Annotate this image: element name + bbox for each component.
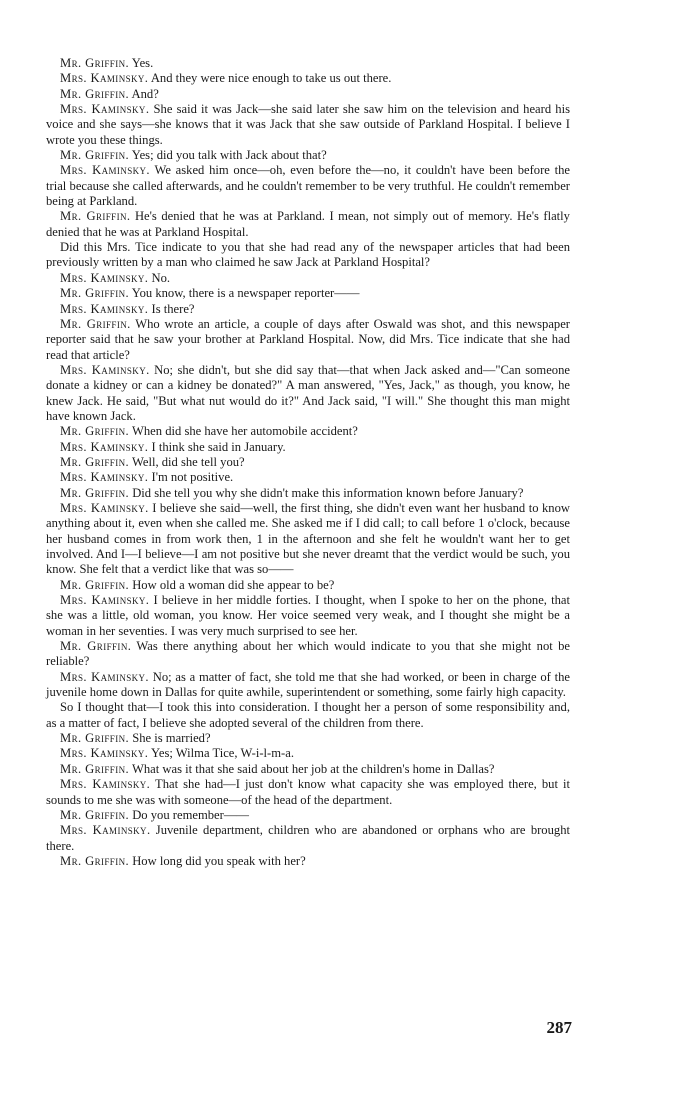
speaker-name: Mr. Griffin.	[60, 761, 130, 776]
paragraph	[46, 639, 570, 670]
paragraph	[46, 700, 570, 731]
paragraph-text: Yes.	[129, 56, 154, 70]
speaker-name: Mr. Griffin.	[60, 316, 131, 331]
paragraph	[46, 808, 570, 823]
speaker-name: Mr. Griffin.	[60, 485, 130, 500]
paragraph	[46, 209, 570, 240]
paragraph-text: She is married?	[129, 731, 211, 746]
paragraph	[46, 56, 570, 71]
speaker-name: Mr. Griffin.	[60, 86, 130, 101]
paragraph-text: Did she tell you why she didn't make this information known before January?	[129, 485, 524, 500]
paragraph	[46, 148, 570, 163]
paragraph	[46, 854, 570, 869]
paragraph	[46, 762, 570, 777]
paragraph	[46, 486, 570, 501]
paragraph-text: He's denied that he was at Parkland. I mean, not simply out of memory. He's flatly denied that he was at Parkland Hospital.	[46, 209, 570, 239]
speaker-name: Mrs. Kaminsky.	[60, 593, 150, 608]
paragraph-text: Is there?	[148, 301, 195, 316]
speaker-name: Mrs. Kaminsky.	[60, 163, 150, 178]
paragraph-text: I believe in her middle forties. I thought, when I spoke to her on the phone, that she was a little, old woman, you know. Her voice seemed very weak, and I thought she might be a woman in her seventies. I was very much surprised to see her.	[46, 593, 570, 638]
speaker-name: Mrs. Kaminsky.	[60, 301, 149, 316]
speaker-name: Mrs. Kaminsky.	[60, 746, 149, 761]
paragraph-text: So I thought that—I took this into consideration. I thought her a person of some responsibility and, as a matter of fact, I believe she adopted several of the children from there.	[46, 700, 570, 730]
paragraph-text: That she had—I just don't know what capacity she was employed there, but it sounds to me she was with someone—of the head of the department.	[46, 777, 570, 807]
speaker-name: Mr. Griffin.	[60, 56, 130, 70]
paragraph	[46, 240, 570, 271]
speaker-name: Mr. Griffin.	[60, 577, 130, 592]
speaker-name: Mr. Griffin.	[60, 731, 130, 746]
speaker-name: Mrs. Kaminsky.	[60, 270, 149, 285]
speaker-name: Mr. Griffin.	[60, 639, 132, 654]
speaker-name: Mr. Griffin.	[60, 209, 131, 224]
paragraph-text: You know, there is a newspaper reporter——	[129, 286, 360, 301]
paragraph-text: No.	[148, 270, 171, 285]
paragraph-text: Yes; Wilma Tice, W-i-l-m-a.	[148, 746, 294, 761]
speaker-name: Mrs. Kaminsky.	[60, 470, 149, 485]
paragraph-text: Juvenile department, children who are abandoned or orphans who are brought there.	[46, 823, 570, 853]
paragraph	[46, 746, 570, 761]
paragraph	[46, 363, 570, 424]
speaker-name: Mrs. Kaminsky.	[60, 439, 149, 454]
paragraph-text: No; she didn't, but she did say that—that when Jack asked and—"Can someone donate a kidney or can a kidney be donated?" A man answered, "Yes, Jack," as though, you know, he knew Jack. He said, "But what nut would do it?" And Jack said, "I will." She thought this man might have known Jack.	[46, 362, 570, 423]
speaker-name: Mr. Griffin.	[60, 454, 130, 469]
paragraph	[46, 317, 570, 363]
speaker-name: Mr. Griffin.	[60, 148, 130, 163]
paragraph-text: What was it that she said about her job at the children's home in Dallas?	[129, 761, 495, 776]
paragraph	[46, 501, 570, 578]
paragraph	[46, 731, 570, 746]
speaker-name: Mrs. Kaminsky.	[60, 777, 151, 792]
paragraph	[46, 823, 570, 854]
paragraph-text: She said it was Jack—she said later she saw him on the television and heard his voice and she says—she knows that it was Jack that she saw outside of Parkland Hospital. I believe I wrote you these things.	[46, 102, 570, 147]
paragraph-text: I'm not positive.	[148, 470, 234, 485]
testimony-text	[46, 56, 570, 869]
paragraph	[46, 470, 570, 485]
paragraph-text: How old a woman did she appear to be?	[129, 577, 335, 592]
speaker-name: Mr. Griffin.	[60, 286, 130, 301]
paragraph	[46, 271, 570, 286]
paragraph-text: I think she said in January.	[148, 439, 286, 454]
paragraph-text: Yes; did you talk with Jack about that?	[129, 148, 327, 163]
paragraph-text: We asked him once—oh, even before the—no, it couldn't have been before the trial because she called afterwards, and he couldn't remember to be very truthful. He couldn't remember being at Parkland.	[46, 163, 570, 209]
speaker-name: Mrs. Kaminsky.	[60, 362, 150, 377]
paragraph	[46, 777, 570, 808]
speaker-name: Mrs. Kaminsky.	[60, 102, 150, 117]
paragraph-text: When did she have her automobile accident?	[129, 424, 358, 439]
paragraph	[46, 440, 570, 455]
speaker-name: Mr. Griffin.	[60, 807, 130, 822]
paragraph	[46, 163, 570, 209]
paragraph	[46, 593, 570, 639]
speaker-name: Mrs. Kaminsky.	[60, 669, 149, 684]
speaker-name: Mrs. Kaminsky.	[60, 71, 149, 86]
paragraph	[46, 578, 570, 593]
paragraph	[46, 424, 570, 439]
paragraph-text: I believe she said—well, the first thing, she didn't even want her husband to know anything about it, even when she called me. She asked me if I did call; to call before 1 o'clock, because her husband comes in from work then, 1 in the afternoon and she felt he wouldn't want her to get involved. And I—I believe—I am not positive but she never dreamt that the verdict would be such, you know. She felt that a verdict like that was so——	[46, 500, 570, 577]
paragraph	[46, 87, 570, 102]
page-number: 287	[546, 1018, 572, 1037]
paragraph-text: Do you remember——	[129, 807, 250, 822]
paragraph-text: And they were nice enough to take us out there.	[148, 71, 392, 86]
speaker-name: Mr. Griffin.	[60, 853, 130, 868]
paragraph	[46, 670, 570, 701]
paragraph-text: Did this Mrs. Tice indicate to you that she had read any of the newspaper articles that had been previously written by a man who claimed he saw Jack at Parkland Hospital?	[46, 240, 570, 270]
paragraph	[46, 102, 570, 148]
paragraph	[46, 302, 570, 317]
paragraph-text: Was there anything about her which would indicate to you that she might not be reliable?	[46, 639, 570, 669]
paragraph	[46, 71, 570, 86]
paragraph-text: How long did you speak with her?	[129, 853, 306, 868]
paragraph-text: And?	[129, 86, 159, 101]
paragraph	[46, 455, 570, 470]
paragraph-text: No; as a matter of fact, she told me that she had worked, or been in charge of the juvenile home down in Dallas for quite awhile, superintendent or something, some fairly high capacity.	[46, 669, 570, 700]
paragraph-text: Who wrote an article, a couple of days after Oswald was shot, and this newspaper reporter said that he saw your brother at Parkland Hospital. Now, did Mrs. Tice indicate that she had read that article?	[46, 316, 570, 362]
paragraph	[46, 286, 570, 301]
speaker-name: Mrs. Kaminsky.	[60, 500, 149, 515]
speaker-name: Mrs. Kaminsky.	[60, 823, 151, 838]
speaker-name: Mr. Griffin.	[60, 424, 130, 439]
paragraph-text: Well, did she tell you?	[129, 454, 245, 469]
